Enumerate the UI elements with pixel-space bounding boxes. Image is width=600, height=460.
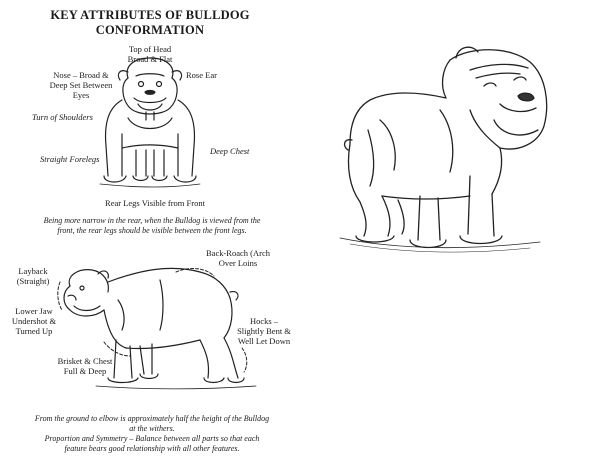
label-straight-forelegs: Straight Forelegs xyxy=(40,154,100,164)
label-deep-chest: Deep Chest xyxy=(210,146,250,156)
label-turn-of-shoulders: Turn of Shoulders xyxy=(32,112,93,122)
page-title: KEY ATTRIBUTES OF BULLDOG CONFORMATION xyxy=(50,8,250,37)
label-rear-legs: Rear Legs Visible from Front xyxy=(105,198,205,208)
label-lower-jaw: Lower Jaw Undershot & Turned Up xyxy=(11,306,57,336)
side-view-caption-2: Proportion and Symmetry – Balance between all parts so that each feature bears good relationship with all other features. xyxy=(44,434,260,453)
label-layback: Layback (Straight) xyxy=(16,266,50,286)
label-rose-ear: Rose Ear xyxy=(186,70,217,80)
label-hocks: Hocks – Slightly Bent & Well Let Down xyxy=(237,316,291,346)
label-nose: Nose – Broad & Deep Set Between Eyes xyxy=(49,70,113,100)
bulldog-large-illustration xyxy=(340,47,547,252)
label-back-roach: Back-Roach (Arch Over Loins xyxy=(206,248,270,268)
front-view-caption: Being more narrow in the rear, when the Bulldog is viewed from the front, the rear legs should be visible between the front legs. xyxy=(43,216,261,235)
label-brisket: Brisket & Chest Full & Deep xyxy=(57,356,113,376)
side-view-caption-1: From the ground to elbow is approximately half the height of the Bulldog at the withers. xyxy=(34,414,270,433)
label-top-of-head: Top of Head Broad & Flat xyxy=(127,44,173,64)
